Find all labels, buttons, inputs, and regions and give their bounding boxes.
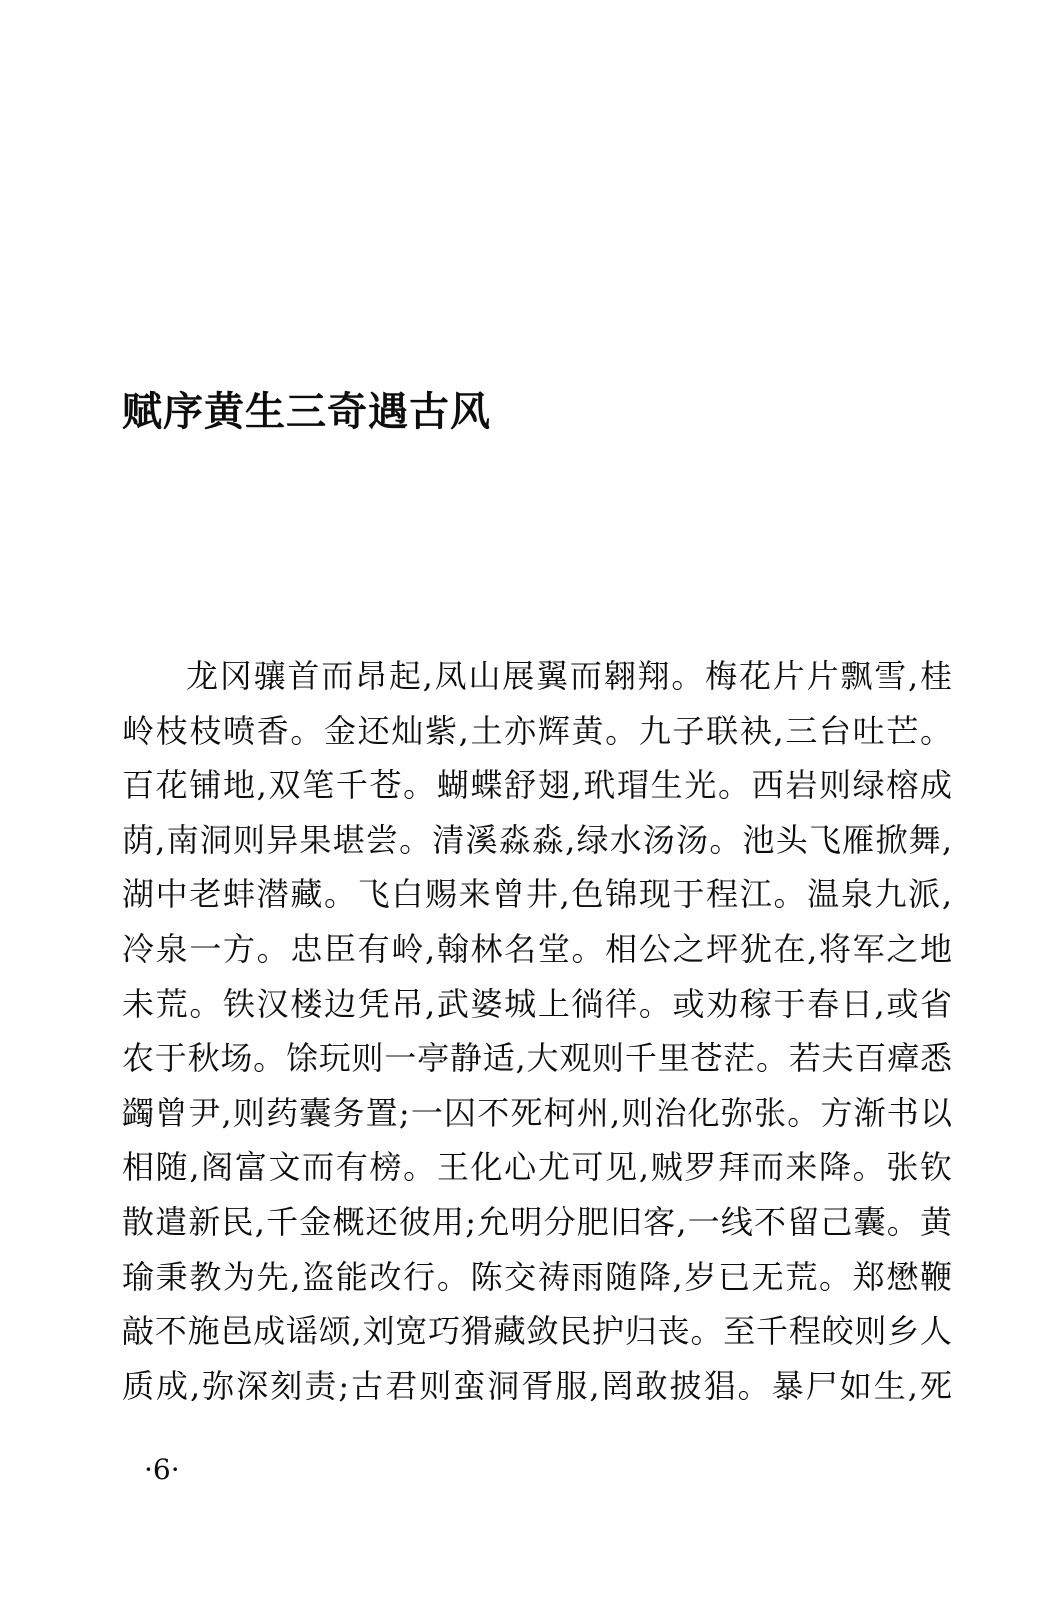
text-line: 岭枝枝喷香。金还灿紫,土亦辉黄。九子联袂,三台吐芒。 [122, 711, 952, 750]
text-line: 冷泉一方。忠臣有岭,翰林名堂。相公之坪犹在,将军之地 [122, 929, 952, 968]
text-line: 未荒。铁汉楼边凭吊,武婆城上徜徉。或劝稼于春日,或省 [122, 984, 952, 1023]
text-line: 瑜秉教为先,盗能改行。陈交祷雨随降,岁已无荒。郑懋鞭 [122, 1257, 952, 1296]
text-line: 相随,阁富文而有榜。王化心尤可见,贼罗拜而来降。张钦 [122, 1148, 952, 1187]
text-line: 百花铺地,双笔千苍。蝴蝶舒翅,玳瑁生光。西岩则绿榕成 [122, 766, 952, 805]
text-line: 质成,弥深刻责;古君则蛮洞胥服,罔敢披猖。暴尸如生,死 [122, 1366, 952, 1405]
text-line: 荫,南洞则异果堪尝。清溪淼淼,绿水汤汤。池头飞雁掀舞, [122, 820, 952, 859]
page-number: ·6· [144, 1453, 180, 1486]
text-line: 蠲曾尹,则药囊务置;一囚不死柯州,则治化弥张。方渐书以 [122, 1093, 952, 1132]
text-line: 龙冈骧首而昂起,凤山展翼而翱翔。梅花片片飘雪,桂 [186, 657, 952, 695]
text-line: 敲不施邑成谣颂,刘宽巧猾藏敛民护归丧。至千程皎则乡人 [122, 1312, 952, 1351]
body-text [122, 649, 952, 1413]
text-line: 农于秋场。馀玩则一亭静适,大观则千里苍茫。若夫百瘴悉 [122, 1039, 952, 1078]
text-line: 湖中老蚌潜藏。飞白赐来曾井,色锦现于程江。温泉九派, [122, 875, 952, 914]
text-line: 散遣新民,千金概还彼用;允明分肥旧客,一线不留己囊。黄 [122, 1202, 952, 1241]
chapter-title: 赋序黄生三奇遇古风 [122, 388, 491, 435]
